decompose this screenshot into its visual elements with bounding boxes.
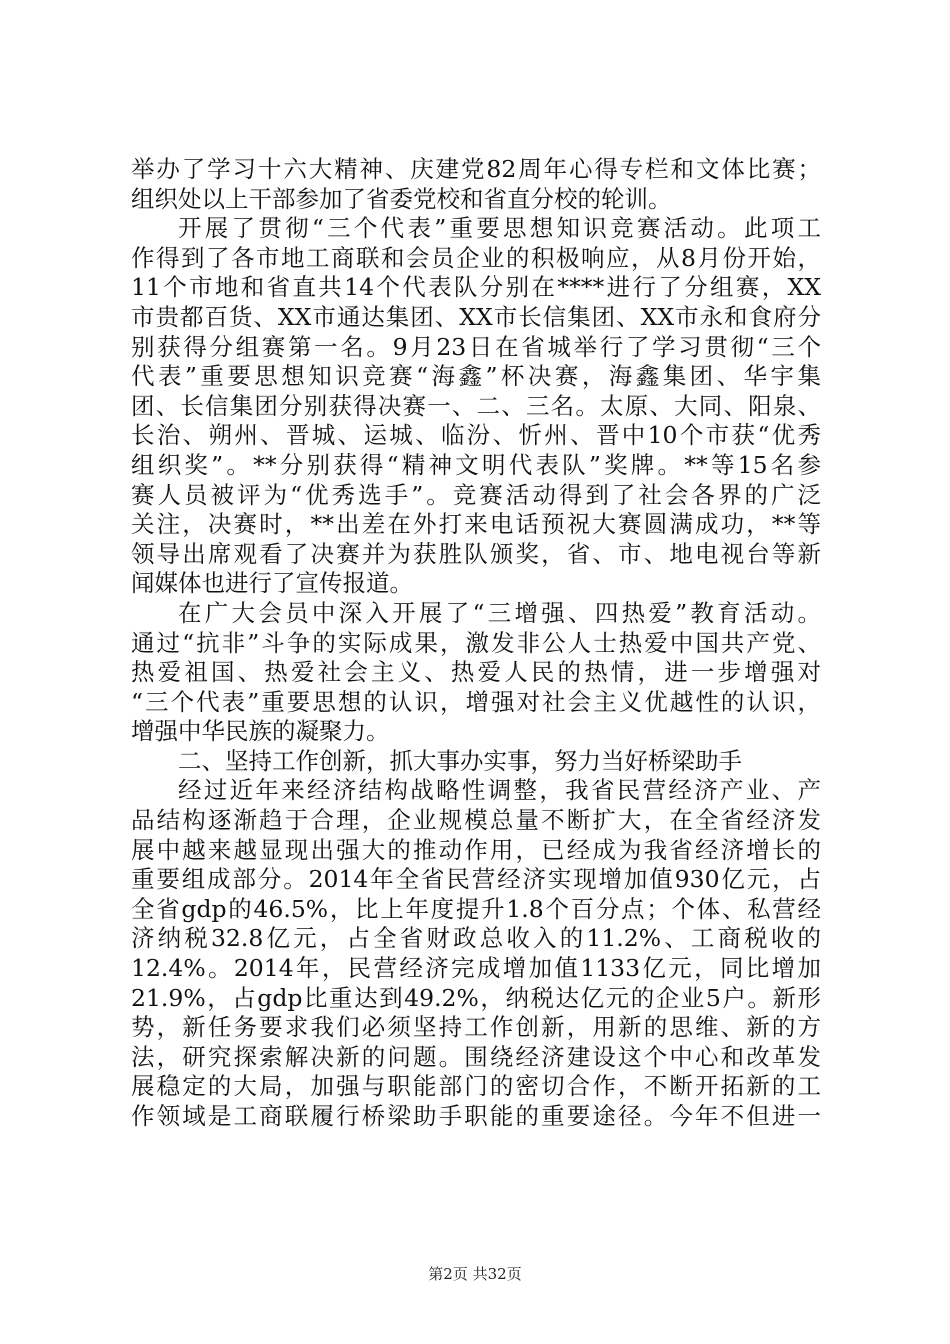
- text-line: 市贵都百货、XX市通达集团、XX市长信集团、XX市永和食府分: [131, 302, 821, 331]
- text-line: 热爱祖国、热爱社会主义、热爱人民的热情，进一步增强对: [131, 658, 821, 687]
- text-line: 关注，决赛时，**出差在外打来电话预祝大赛圆满成功，**等: [131, 510, 821, 539]
- paragraph: [131, 155, 821, 214]
- text-line: 别获得分组赛第一名。9月23日在省城举行了学习贯彻“三个: [131, 332, 821, 361]
- text-line: 闻媒体也进行了宣传报道。: [131, 569, 413, 598]
- paragraph: [131, 747, 821, 777]
- text-line: 开展了贯彻“三个代表”重要思想知识竞赛活动。此项工: [178, 214, 821, 243]
- text-line: 组织奖”。**分别获得“精神文明代表队”奖牌。**等15名参: [131, 450, 821, 479]
- text-line: 重要组成部分。2014年全省民营经济实现增加值930亿元，占: [131, 865, 821, 894]
- text-line: 长治、朔州、晋城、运城、临汾、忻州、晋中10个市获“优秀: [131, 421, 821, 450]
- text-line: 通过“抗非”斗争的实际成果，激发非公人士热爱中国共产党、: [131, 628, 821, 657]
- text-line: 赛人员被评为“优秀选手”。竞赛活动得到了社会各界的广泛: [131, 480, 821, 509]
- text-line: 领导出席观看了决赛并为获胜队颁奖，省、市、地电视台等新: [131, 539, 821, 568]
- text-line: 增强中华民族的凝聚力。: [131, 717, 390, 746]
- text-line: 势，新任务要求我们必须坚持工作创新，用新的思维、新的方: [131, 1013, 821, 1042]
- text-line: 二、坚持工作创新，抓大事办实事，努力当好桥梁助手: [178, 746, 742, 775]
- text-line: 品结构逐渐趋于合理，企业规模总量不断扩大，在全省经济发: [131, 806, 821, 835]
- text-line: 代表”重要思想知识竞赛“海鑫”杯决赛，海鑫集团、华宇集: [131, 362, 821, 391]
- text-line: 11个市地和省直共14个代表队分别在****进行了分组赛，XX: [131, 273, 821, 302]
- text-line: 组织处以上干部参加了省委党校和省直分校的轮训。: [131, 184, 672, 213]
- text-line: 展稳定的大局，加强与职能部门的密切合作，不断开拓新的工: [131, 1072, 821, 1101]
- document-body: [131, 155, 821, 1132]
- text-line: 作得到了各市地工商联和会员企业的积极响应，从8月份开始，: [131, 243, 821, 272]
- text-line: 展中越来越显现出强大的推动作用，已经成为我省经济增长的: [131, 835, 821, 864]
- text-line: 法，研究探索解决新的问题。围绕经济建设这个中心和改革发: [131, 1042, 821, 1071]
- text-line: 团、长信集团分别获得决赛一、二、三名。太原、大同、阳泉、: [131, 391, 821, 420]
- text-line: 作领域是工商联履行桥梁助手职能的重要途径。今年不但进一: [131, 1102, 821, 1130]
- paragraph: [131, 599, 821, 747]
- page-number-label: 第2页 共32页: [428, 1265, 522, 1283]
- page-footer: [0, 1264, 950, 1284]
- text-line: 在广大会员中深入开展了“三增强、四热爱”教育活动。: [178, 598, 821, 627]
- text-line: 21.9%，占gdp比重达到49.2%，纳税达亿元的企业5户。新形: [131, 983, 821, 1012]
- text-line: 经过近年来经济结构战略性调整，我省民营经济产业、产: [178, 776, 821, 805]
- text-line: 举办了学习十六大精神、庆建党82周年心得专栏和文体比赛；: [131, 155, 821, 183]
- paragraph: [131, 776, 821, 1131]
- text-line: 济纳税32.8亿元，占全省财政总收入的11.2%、工商税收的: [131, 924, 821, 953]
- text-line: 12.4%。2014年，民营经济完成增加值1133亿元，同比增加: [131, 954, 821, 983]
- paragraph: [131, 214, 821, 599]
- text-line: 全省gdp的46.5%，比上年度提升1.8个百分点；个体、私营经: [131, 894, 821, 923]
- text-line: “三个代表”重要思想的认识，增强对社会主义优越性的认识，: [131, 687, 821, 716]
